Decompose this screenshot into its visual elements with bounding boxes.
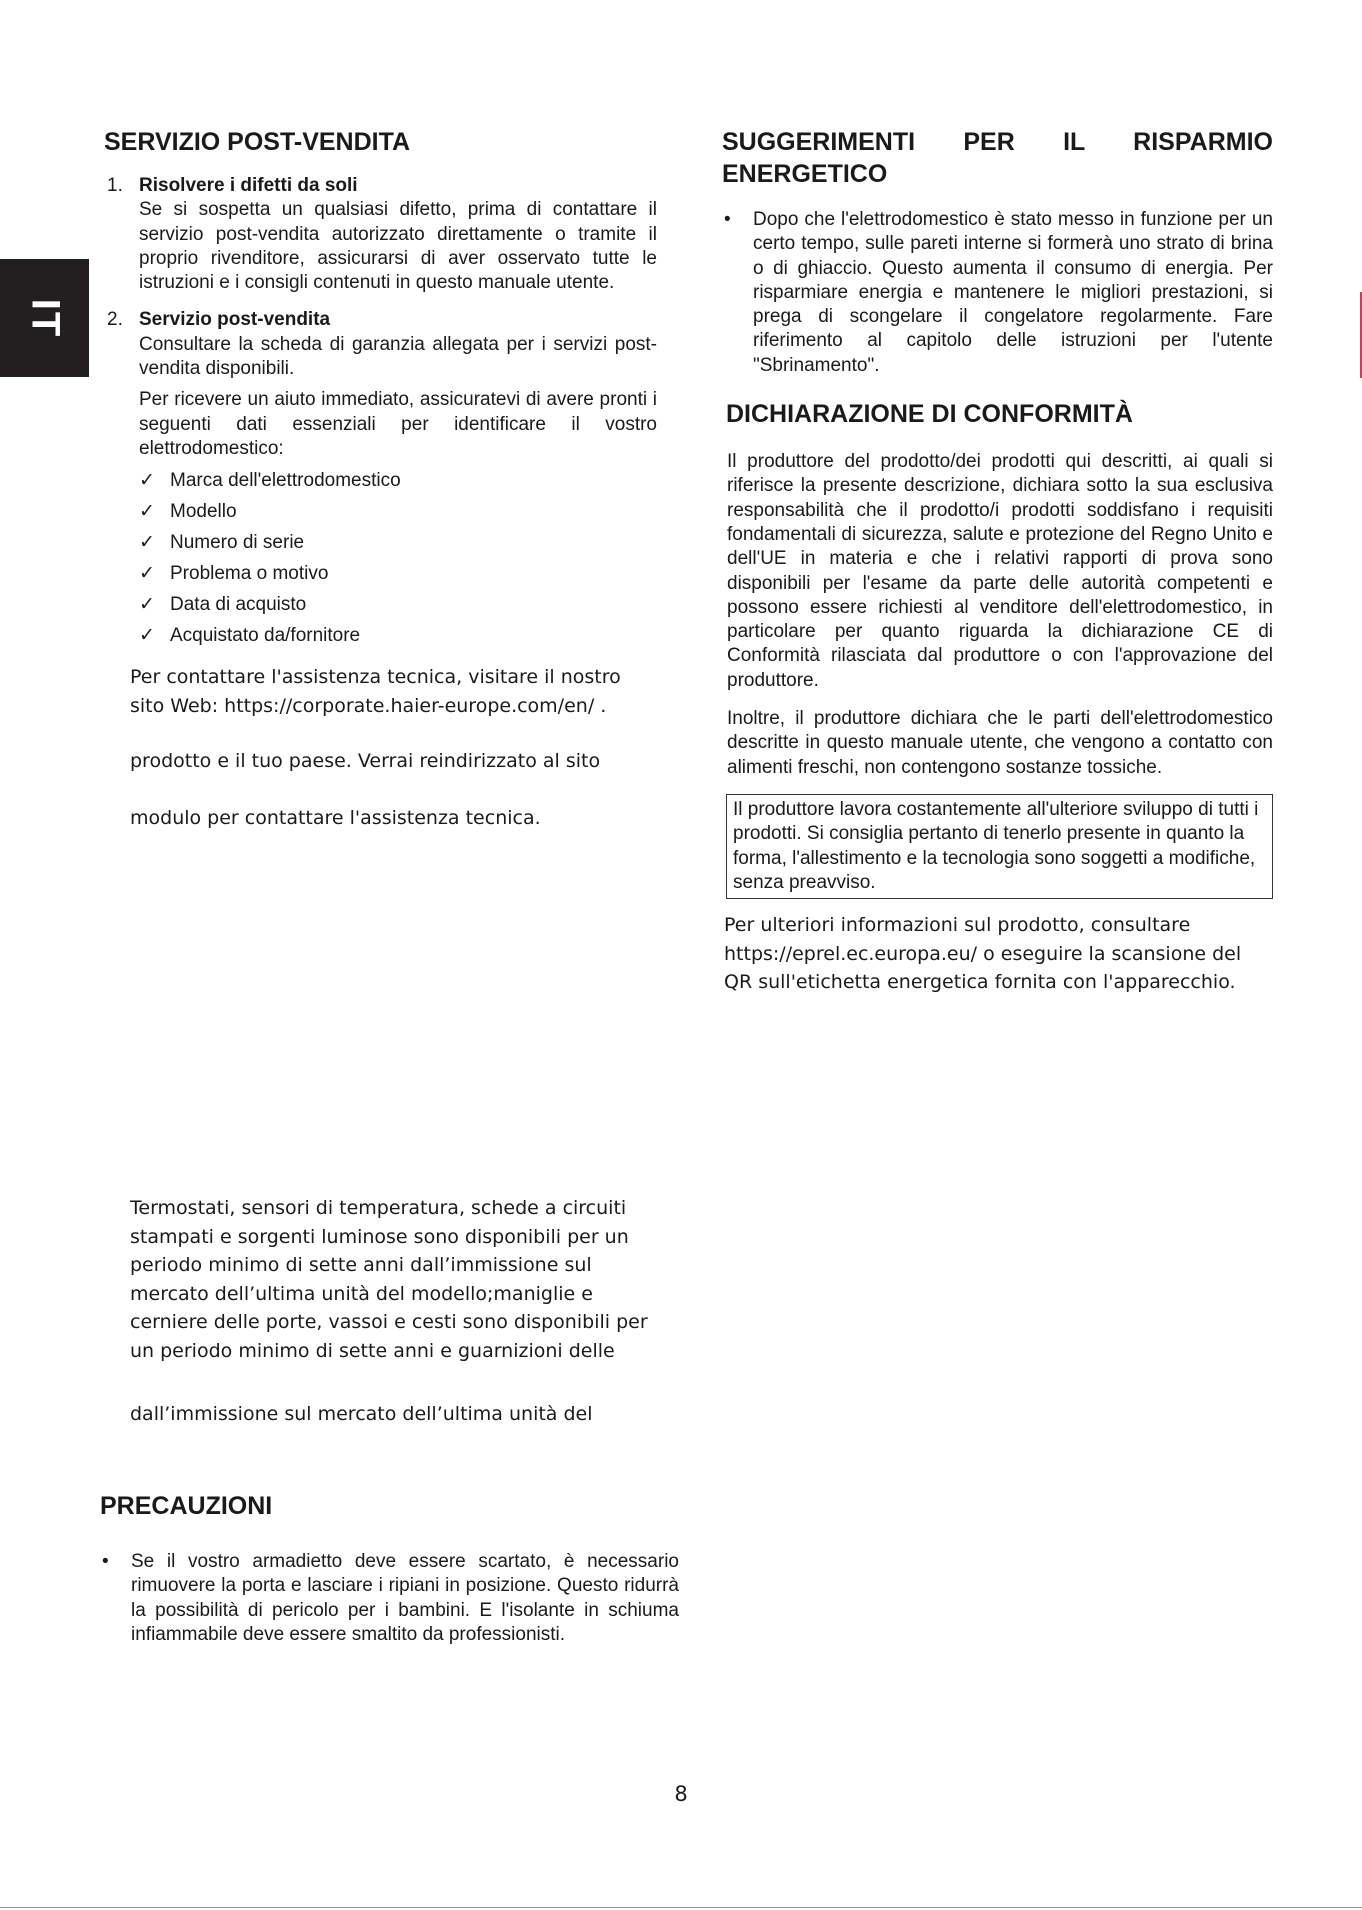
conformity-paragraph-2: Inoltre, il produttore dichiara che le parti dell'elettrodomestico descritte in questo manuale utente, che vengono a contatto con alimenti freschi, non contengono sostanze tossiche. (727, 708, 1273, 778)
item-title: Risolvere i difetti da soli (139, 175, 358, 196)
bullet-icon: • (724, 209, 731, 230)
item-text: Se si sospetta un qualsiasi difetto, prima di contattare il servizio post-vendita autorizzato direttamente o tramite il proprio rivenditore, assicurarsi di aver osservato tutte le istruzioni e i consigli contenuti in questo manuale utente. (139, 199, 657, 294)
language-tab (0, 259, 89, 377)
checklist-item: ✓ Data di acquisto (139, 589, 657, 620)
language-tab-label: IT (22, 298, 67, 338)
item-title: Servizio post-vendita (139, 309, 331, 331)
more-info-paragraph: Per ulteriori informazioni sul prodotto, consultare https://eprel.ec.europa.eu/ o eseguire la scansione del QR sull'etichetta energetica fornita con l'apparecchio. (724, 914, 1242, 994)
bullet-icon: • (102, 1551, 109, 1572)
checklist-item: ✓ Acquistato da/fornitore (139, 620, 657, 651)
checkmark-icon: ✓ (139, 563, 155, 585)
checkmark-icon: ✓ (139, 470, 155, 492)
page-number: 8 (674, 1782, 688, 1806)
item-text: Consultare la scheda di garanzia allegata per i servizi post-vendita disponibili. (139, 333, 657, 380)
contact-paragraph-3: modulo per contattare l'assistenza tecnica. (130, 806, 541, 829)
precautions-title: PRECAUZIONI (100, 1492, 273, 1520)
contact-paragraph: Per contattare l'assistenza tecnica, visitare il nostro sito Web: https://corporate.haier-europe.com/en/ . (130, 666, 621, 717)
bottom-divider (0, 1907, 1362, 1908)
checkmark-icon: ✓ (139, 594, 155, 616)
after-sales-title: SERVIZIO POST-VENDITA (104, 128, 411, 156)
item-number: 2. (107, 309, 123, 331)
checklist (104, 465, 657, 651)
checkmark-icon: ✓ (139, 501, 155, 523)
item-text-secondary: Per ricevere un aiuto immediato, assicuratevi di avere pronti i seguenti dati essenziali per identificare il vostro elettrodomestico: (139, 389, 657, 459)
energy-title-line2: ENERGETICO (722, 160, 888, 188)
checklist-item: ✓ Modello (139, 496, 657, 527)
energy-tip-text: Dopo che l'elettrodomestico è stato messo in funzione per un certo tempo, sulle pareti interne si formerà uno strato di brina o di ghiaccio. Questo aumenta il consumo di energia. Per risparmiare energia e mantenere le migliori prestazioni, si prega di scongelare il congelatore regolarmente. Fare riferimento al capitolo delle istruzioni per l'utente "Sbrinamento". (753, 209, 1273, 376)
precautions-text: Se il vostro armadietto deve essere scartato, è necessario rimuovere la porta e lasciare i ripiani in posizione. Questo ridurrà la possibilità di pericolo per i bambini. E l'isolante in schiuma infiammabile deve essere smaltito da professionisti. (131, 1551, 679, 1645)
checkmark-icon: ✓ (139, 625, 155, 647)
right-column (722, 126, 1273, 997)
energy-tip-item (722, 208, 1273, 378)
left-column (100, 126, 679, 1645)
checklist-item: ✓ Numero di serie (139, 527, 657, 558)
spare-parts-paragraph-2: dall’immissione sul mercato dell’ultima unità del (130, 1403, 593, 1425)
numbered-item-2 (104, 308, 657, 461)
item-number: 1. (107, 175, 123, 196)
conformity-title: DICHIARAZIONE DI CONFORMITÀ (726, 400, 1133, 429)
contact-paragraph-2: prodotto e il tuo paese. Verrai reindirizzato al sito (130, 750, 601, 773)
spare-parts-paragraph: Termostati, sensori di temperatura, schede a circuiti stampati e sorgenti luminose sono disponibili per un periodo minimo di sette anni dall’immissione sul mercato dell’ultima unità del modello;maniglie e cerniere delle porte, vassoi e cesti sono disponibili per un periodo minimo di sette anni e guarnizioni delle (130, 1197, 648, 1362)
precautions-item (100, 1550, 679, 1647)
numbered-item-1 (104, 174, 657, 295)
checklist-item: ✓ Marca dell'elettrodomestico (139, 465, 657, 496)
checklist-item: ✓ Problema o motivo (139, 558, 657, 589)
conformity-paragraph: Il produttore del prodotto/dei prodotti qui descritti, ai quali si riferisce la presente descrizione, dichiara sotto la sua esclusiva responsabilità che il prodotto/i prodotti soddisfano i requisiti fondamentali di sicurezza, salute e protezione del Regno Unito e dell'UE in materia e che i relativi rapporti di prova sono disponibili per l'esame da parte delle autorità competenti e possono essere richiesti al venditore dell'elettrodomestico, in particolare per quanto riguarda la dichiarazione CE di Conformità rilasciata dal produttore o con l'approvazione del produttore. (727, 451, 1273, 691)
energy-title-line1: SUGGERIMENTI PER IL RISPARMIO (722, 128, 1273, 156)
checkmark-icon: ✓ (139, 532, 155, 554)
notice-box: Il produttore lavora costantemente all'ulteriore sviluppo di tutti i prodotti. Si consiglia pertanto di tenerlo presente in quanto la forma, l'allestimento e la tecnologia sono soggetti a modifiche, senza preavviso. (726, 794, 1273, 899)
